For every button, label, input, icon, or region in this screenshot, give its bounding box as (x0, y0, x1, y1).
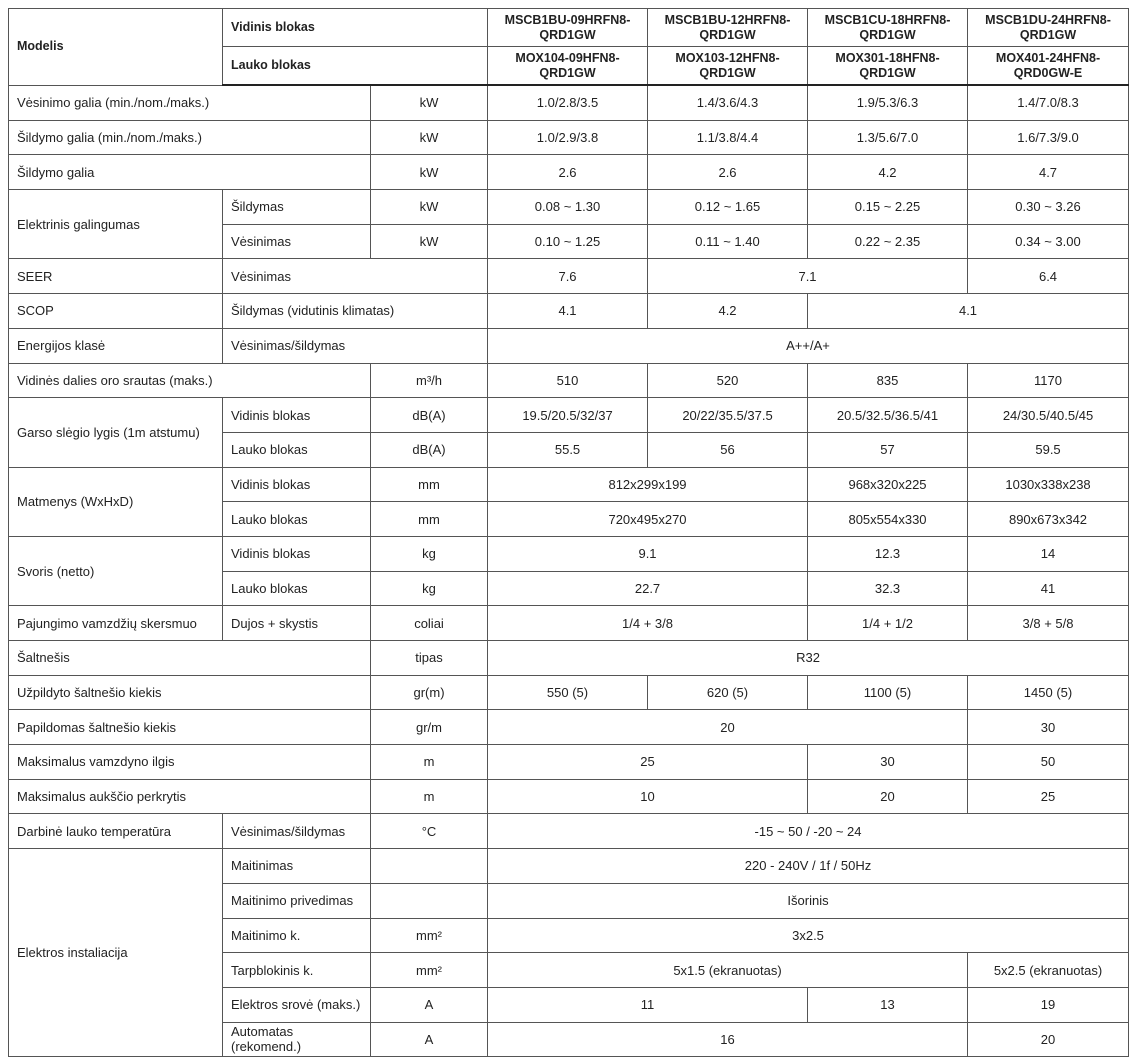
row-label: Papildomas šaltnešio kiekis (9, 710, 371, 745)
unit-cell: coliai (371, 606, 488, 641)
value-cell: 2.6 (648, 155, 808, 190)
outdoor-model: MOX103-12HFN8-QRD1GW (648, 47, 808, 86)
value-cell: 0.08 ~ 1.30 (488, 190, 648, 225)
sub-label: Automatas (rekomend.) (223, 1022, 371, 1057)
unit-cell: kg (371, 536, 488, 571)
row-label: Šaltnešis (9, 641, 371, 676)
value-cell: 812x299x199 (488, 467, 808, 502)
value-cell: 25 (488, 745, 808, 780)
sub-label: Šildymas (vidutinis klimatas) (223, 294, 488, 329)
value-cell: 30 (968, 710, 1129, 745)
value-cell: 550 (5) (488, 675, 648, 710)
value-cell: 55.5 (488, 432, 648, 467)
unit-cell: m (371, 745, 488, 780)
unit-cell: kW (371, 120, 488, 155)
value-cell: 1.0/2.9/3.8 (488, 120, 648, 155)
sub-label: Lauko blokas (223, 432, 371, 467)
sub-label: Vėsinimas/šildymas (223, 814, 371, 849)
row-label: Svoris (netto) (9, 536, 223, 605)
row-pipe-diameter (9, 606, 1129, 641)
value-cell: 1.4/3.6/4.3 (648, 85, 808, 120)
row-label: Šildymo galia (min./nom./maks.) (9, 120, 371, 155)
row-label: Darbinė lauko temperatūra (9, 814, 223, 849)
sub-label: Vidinis blokas (223, 398, 371, 433)
value-cell: 1.0/2.8/3.5 (488, 85, 648, 120)
value-cell: 510 (488, 363, 648, 398)
value-cell: 5x1.5 (ekranuotas) (488, 953, 968, 988)
value-cell: 59.5 (968, 432, 1129, 467)
unit-cell: kW (371, 155, 488, 190)
row-weight-indoor (9, 536, 1129, 571)
outdoor-model: MOX104-09HFN8-QRD1GW (488, 47, 648, 86)
value-cell: 3x2.5 (488, 918, 1129, 953)
row-max-pipe-length (9, 745, 1129, 780)
value-cell: 0.11 ~ 1.40 (648, 224, 808, 259)
value-cell: 19.5/20.5/32/37 (488, 398, 648, 433)
unit-cell: °C (371, 814, 488, 849)
row-label: Elektrinis galingumas (9, 190, 223, 259)
value-cell: 890x673x342 (968, 502, 1129, 537)
value-cell: 1/4 + 1/2 (808, 606, 968, 641)
row-label: Vėsinimo galia (min./nom./maks.) (9, 85, 371, 120)
value-cell: 1.3/5.6/7.0 (808, 120, 968, 155)
indoor-model: MSCB1BU-09HRFN8-QRD1GW (488, 9, 648, 47)
value-cell: -15 ~ 50 / -20 ~ 24 (488, 814, 1129, 849)
row-heating-capacity (9, 120, 1129, 155)
value-cell: 7.1 (648, 259, 968, 294)
row-power-supply (9, 849, 1129, 884)
unit-cell: mm (371, 502, 488, 537)
row-max-height-diff (9, 779, 1129, 814)
value-cell: 20 (808, 779, 968, 814)
value-cell: 620 (5) (648, 675, 808, 710)
row-label: Garso slėgio lygis (1m atstumu) (9, 398, 223, 467)
value-cell: 4.2 (648, 294, 808, 329)
value-cell: 1170 (968, 363, 1129, 398)
sub-label: Dujos + skystis (223, 606, 371, 641)
unit-cell: A (371, 1022, 488, 1057)
unit-cell: m (371, 779, 488, 814)
value-cell: 520 (648, 363, 808, 398)
indoor-model: MSCB1BU-12HRFN8-QRD1GW (648, 9, 808, 47)
value-cell: 25 (968, 779, 1129, 814)
value-cell: 30 (808, 745, 968, 780)
row-label: Vidinės dalies oro srautas (maks.) (9, 363, 371, 398)
value-cell: 14 (968, 536, 1129, 571)
value-cell: 20/22/35.5/37.5 (648, 398, 808, 433)
outdoor-model: MOX401-24HFN8-QRD0GW-E (968, 47, 1129, 86)
value-cell: 1.9/5.3/6.3 (808, 85, 968, 120)
unit-cell: mm² (371, 953, 488, 988)
unit-cell: kg (371, 571, 488, 606)
value-cell: 1100 (5) (808, 675, 968, 710)
row-label: Šildymo galia (9, 155, 371, 190)
row-heating-power (9, 155, 1129, 190)
value-cell: 24/30.5/40.5/45 (968, 398, 1129, 433)
unit-cell: gr(m) (371, 675, 488, 710)
unit-cell: m³/h (371, 363, 488, 398)
row-scop (9, 294, 1129, 329)
model-label: Modelis (9, 9, 223, 86)
unit-cell: mm² (371, 918, 488, 953)
row-cooling-capacity (9, 85, 1129, 120)
row-sound-indoor (9, 398, 1129, 433)
value-cell: 1.1/3.8/4.4 (648, 120, 808, 155)
unit-cell: tipas (371, 641, 488, 676)
value-cell: 41 (968, 571, 1129, 606)
value-cell: 0.22 ~ 2.35 (808, 224, 968, 259)
outdoor-unit-label: Lauko blokas (223, 47, 488, 86)
value-cell: 968x320x225 (808, 467, 968, 502)
value-cell: 0.12 ~ 1.65 (648, 190, 808, 225)
value-cell: 16 (488, 1022, 968, 1057)
value-cell: 20.5/32.5/36.5/41 (808, 398, 968, 433)
value-cell: 57 (808, 432, 968, 467)
value-cell: 4.7 (968, 155, 1129, 190)
row-airflow (9, 363, 1129, 398)
row-label: SEER (9, 259, 223, 294)
value-cell: 19 (968, 987, 1129, 1022)
sub-label: Vėsinimas (223, 224, 371, 259)
row-refrigerant (9, 641, 1129, 676)
value-cell: 5x2.5 (ekranuotas) (968, 953, 1129, 988)
indoor-model: MSCB1CU-18HRFN8-QRD1GW (808, 9, 968, 47)
value-cell: 4.1 (488, 294, 648, 329)
row-label: Elektros instaliacija (9, 849, 223, 1057)
spec-table (8, 8, 1129, 1057)
value-cell: 0.34 ~ 3.00 (968, 224, 1129, 259)
value-cell: 1.4/7.0/8.3 (968, 85, 1129, 120)
row-label: SCOP (9, 294, 223, 329)
sub-label: Vidinis blokas (223, 467, 371, 502)
value-cell: 22.7 (488, 571, 808, 606)
value-cell: 0.30 ~ 3.26 (968, 190, 1129, 225)
value-cell: 20 (488, 710, 968, 745)
sub-label: Vėsinimas (223, 259, 488, 294)
value-cell: 835 (808, 363, 968, 398)
value-cell: 1.6/7.3/9.0 (968, 120, 1129, 155)
sub-label: Lauko blokas (223, 502, 371, 537)
sub-label: Maitinimo k. (223, 918, 371, 953)
value-cell: 11 (488, 987, 808, 1022)
value-cell: 720x495x270 (488, 502, 808, 537)
sub-label: Tarpblokinis k. (223, 953, 371, 988)
row-seer (9, 259, 1129, 294)
row-label: Maksimalus aukščio perkrytis (9, 779, 371, 814)
sub-label: Lauko blokas (223, 571, 371, 606)
row-operating-temp (9, 814, 1129, 849)
value-cell: 0.10 ~ 1.25 (488, 224, 648, 259)
value-cell: Išorinis (488, 883, 1129, 918)
outdoor-model: MOX301-18HFN8-QRD1GW (808, 47, 968, 86)
indoor-model: MSCB1DU-24HRFN8-QRD1GW (968, 9, 1129, 47)
value-cell: A++/A+ (488, 328, 1129, 363)
value-cell: 4.1 (808, 294, 1129, 329)
sub-label: Elektros srovė (maks.) (223, 987, 371, 1022)
row-extra-refrigerant (9, 710, 1129, 745)
unit-cell: dB(A) (371, 432, 488, 467)
value-cell: R32 (488, 641, 1129, 676)
value-cell: 12.3 (808, 536, 968, 571)
value-cell: 3/8 + 5/8 (968, 606, 1129, 641)
value-cell: 0.15 ~ 2.25 (808, 190, 968, 225)
value-cell: 10 (488, 779, 808, 814)
value-cell: 50 (968, 745, 1129, 780)
sub-label: Maitinimas (223, 849, 371, 884)
value-cell: 1450 (5) (968, 675, 1129, 710)
row-label: Energijos klasė (9, 328, 223, 363)
unit-cell: dB(A) (371, 398, 488, 433)
value-cell: 20 (968, 1022, 1129, 1057)
value-cell: 805x554x330 (808, 502, 968, 537)
unit-cell: gr/m (371, 710, 488, 745)
indoor-unit-label: Vidinis blokas (223, 9, 488, 47)
row-electric-power-heating (9, 190, 1129, 225)
row-label: Pajungimo vamzdžių skersmuo (9, 606, 223, 641)
value-cell: 220 - 240V / 1f / 50Hz (488, 849, 1129, 884)
sub-label: Vėsinimas/šildymas (223, 328, 488, 363)
value-cell: 13 (808, 987, 968, 1022)
header-row-indoor (9, 9, 1129, 47)
unit-cell: A (371, 987, 488, 1022)
row-label: Maksimalus vamzdyno ilgis (9, 745, 371, 780)
row-refrigerant-charge (9, 675, 1129, 710)
unit-cell (371, 849, 488, 884)
value-cell: 1030x338x238 (968, 467, 1129, 502)
value-cell: 9.1 (488, 536, 808, 571)
row-energy-class (9, 328, 1129, 363)
row-label: Matmenys (WxHxD) (9, 467, 223, 536)
value-cell: 56 (648, 432, 808, 467)
sub-label: Vidinis blokas (223, 536, 371, 571)
value-cell: 1/4 + 3/8 (488, 606, 808, 641)
unit-cell: kW (371, 190, 488, 225)
sub-label: Maitinimo privedimas (223, 883, 371, 918)
value-cell: 32.3 (808, 571, 968, 606)
sub-label: Šildymas (223, 190, 371, 225)
value-cell: 4.2 (808, 155, 968, 190)
row-label: Užpildyto šaltnešio kiekis (9, 675, 371, 710)
value-cell: 6.4 (968, 259, 1129, 294)
value-cell: 2.6 (488, 155, 648, 190)
unit-cell: mm (371, 467, 488, 502)
unit-cell: kW (371, 85, 488, 120)
row-dimensions-indoor (9, 467, 1129, 502)
unit-cell (371, 883, 488, 918)
value-cell: 7.6 (488, 259, 648, 294)
unit-cell: kW (371, 224, 488, 259)
